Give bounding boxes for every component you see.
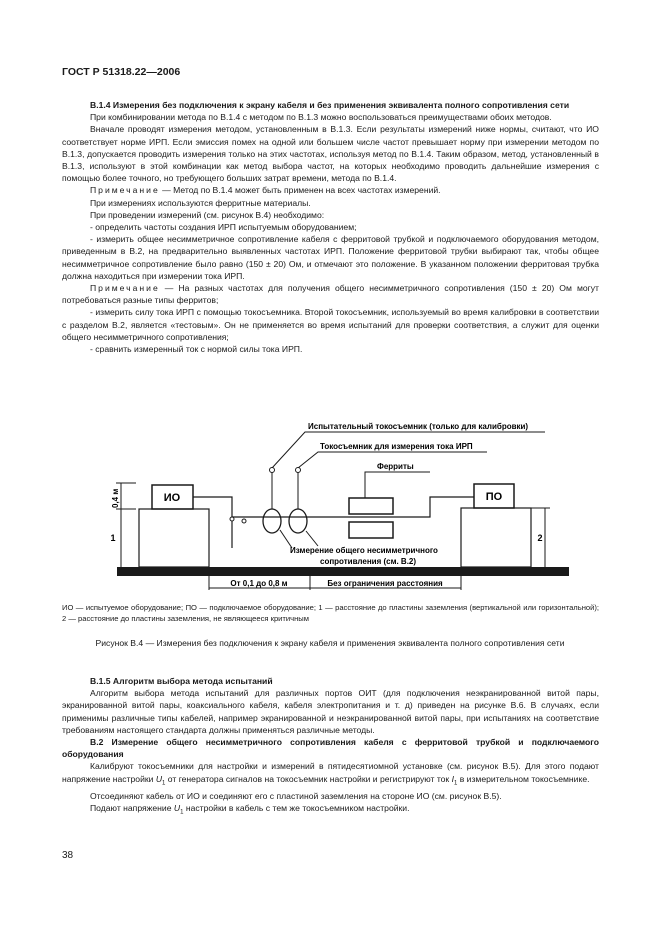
- text-run: от генератора сигналов на токосъемник настройки и регистрируют ток: [165, 773, 452, 784]
- list-item: - измерить общее несимметричное сопротивление кабеля с ферритовой трубкой и подключаемого оборудования методом, приведенным в В.2, на предварительно выявленных частотах ИРП. Положение ферритовой трубки выбирают так, чтобы общее несимметричное сопротивление было равно (150 ± 20) Ом, и отмечают это положение. В указанном положении ферритовая трубка должна находиться при измерении тока ИРП.: [62, 234, 599, 281]
- document-header: ГОСТ Р 51318.22—2006: [62, 66, 181, 78]
- ferrites-label: Ферриты: [377, 462, 414, 471]
- leader-dot: [296, 468, 301, 473]
- po-table: [461, 508, 531, 567]
- symbol-u: U: [155, 773, 163, 784]
- section-b15: [62, 675, 599, 819]
- page-number: 38: [62, 850, 74, 861]
- switch-contact: [230, 517, 234, 521]
- ferrite-top: [349, 498, 393, 514]
- text-run: в измерительном токосъемнике.: [457, 773, 590, 784]
- list-item: - определить частоты создания ИРП испытуемым оборудованием;: [90, 222, 357, 233]
- symbol-i: I: [451, 773, 454, 784]
- paragraph: [62, 760, 599, 789]
- dim-range-label: От 0,1 до 0,8 м: [230, 579, 288, 588]
- subscript: 1: [180, 809, 184, 816]
- leader-dot: [270, 468, 275, 473]
- ground-plane: [117, 567, 569, 576]
- switch-contact: [242, 519, 246, 523]
- figure-legend: ИО — испытуемое оборудование; ПО — подключаемое оборудование; 1 — расстояние до пластины заземления (вертикальной или горизонтальной); 2 — расстояние до пластины заземления, не являющееся критичным: [62, 603, 599, 623]
- paragraph: Отсоединяют кабель от ИО и соединяют его с пластиной заземления на стороне ИО (см. рисунок В.5).: [90, 790, 502, 801]
- note-label: Примечание: [90, 185, 160, 196]
- note-text: — Метод по В.1.4 может быть применен на всех частотах измерений.: [159, 185, 441, 196]
- io-label: ИО: [163, 492, 181, 504]
- symbol-u: U: [173, 802, 181, 813]
- paragraph: [62, 802, 599, 819]
- impedance-label: Измерение общего несимметричного: [290, 546, 438, 555]
- subscript: 1: [453, 780, 458, 787]
- text-run: Калибруют токосъемники для настройки и измерений в пятидесятиомной установке (см. рисунок В.5). Для этого подают напряжение настройки: [62, 761, 599, 784]
- paragraph: При проведении измерений (см. рисунок В.4) необходимо:: [90, 209, 325, 220]
- measurement-probe-label: Токосъемник для измерения тока ИРП: [320, 442, 473, 451]
- dim-unlimited-label: Без ограничения расстояния: [327, 579, 443, 588]
- section-title: В.2 Измерение общего несимметричного сопротивления кабеля с ферритовой трубкой и подключаемого оборудования: [62, 737, 599, 760]
- io-table: [139, 509, 209, 567]
- note-label: Примечание: [90, 283, 160, 294]
- paragraph: Вначале проводят измерения методом, установленным в В.1.3. Если результаты измерений ниже нормы, считают, что ИО соответствует норме ИРП. Если эмиссия помех на одной или большем числе частот превышает норму при измерении методом по В.1.3, допускается проводить измерения только на этих частотах, используя метод по В.1.4. Таким образом, метод, установленный в В.1.3, используют в этой комбинации как метод выбора частот, на которых необходимо проводить дальнейшие измерения с помощью более точного, но требующего больших затрат времени, метода по В.1.4.: [62, 124, 599, 184]
- list-item: - сравнить измеренный ток с нормой силы тока ИРП.: [90, 344, 303, 355]
- test-probe: [263, 509, 281, 533]
- paragraph: Алгоритм выбора метода испытаний для различных портов ОИТ (для подключения неэкранированной витой пары, экранированной витой пары, коаксиального кабеля, кабеля электропитания и т. д) приведен на рисунке В.6. В случаях, если применимы различные типы кабелей, например экранированной и неэкранированной витой пары, при испытаниях на соответствие требованиям настоящего стандарта должны применяться различные методы.: [62, 688, 599, 735]
- dim-04-label: 0,4 м: [111, 488, 120, 508]
- section-title: В.1.5 Алгоритм выбора метода испытаний: [90, 676, 273, 686]
- text-run: настройки в кабель с тем же токосъемником настройки.: [183, 802, 410, 813]
- paragraph: При комбинировании метода по В.1.4 с методом по В.1.3 можно воспользоваться преимуществами обоих методов.: [90, 112, 552, 123]
- section-title: В.1.4 Измерения без подключения к экрану кабеля и без применения эквивалента полного сопротивления сети: [90, 100, 570, 110]
- cable: [193, 497, 474, 517]
- impedance-label: сопротивления (см. В.2): [320, 557, 417, 566]
- list-item: - измерить силу тока ИРП с помощью токосъемника. Второй токосъемник, используемый во время калибровки в соответствии с разделом В.2, является «тестовым». Он не применяется во время испытаний для проверки соответствия, а служит для оценки общего несимметричного сопротивления;: [62, 307, 599, 342]
- ferrite-bottom: [349, 522, 393, 538]
- dim-2-label: 2: [537, 533, 543, 543]
- measurement-probe: [289, 509, 307, 533]
- text-run: Подают напряжение: [90, 802, 174, 813]
- paragraph: При измерениях используются ферритные материалы.: [90, 197, 311, 208]
- po-label: ПО: [485, 491, 503, 503]
- dim-1-label: 1: [110, 533, 116, 543]
- leader-line: [365, 472, 430, 498]
- subscript: 1: [162, 780, 166, 787]
- figure-caption: Рисунок В.4 — Измерения без подключения к экрану кабеля и применения эквивалента полного сопротивления сети: [95, 638, 565, 648]
- note-text: — На разных частотах для получения общего несимметричного сопротивления (150 ± 20) Ом могут потребоваться разные типы ферритов;: [62, 283, 599, 306]
- test-probe-label: Испытательный токосъемник (только для калибровки): [308, 422, 529, 431]
- leader-line: [306, 531, 318, 546]
